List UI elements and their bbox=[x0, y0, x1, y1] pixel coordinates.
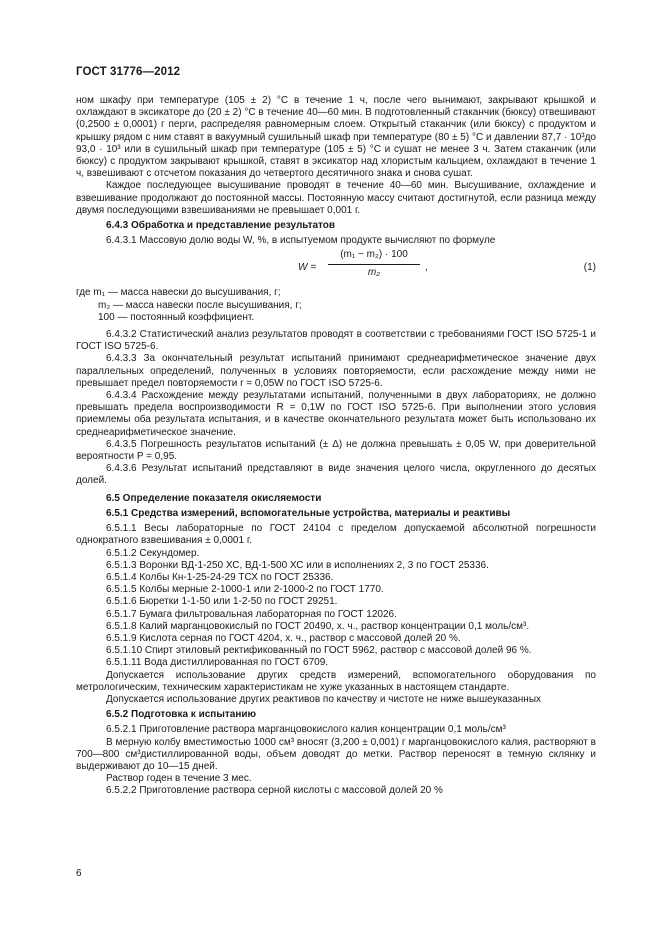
list-item: 6.5.1.8 Калий марганцовокислый по ГОСТ 20490, х. ч., раствор концентрации 0,1 моль/см³. bbox=[106, 620, 530, 632]
list-item: 6.5.1.9 Кислота серная по ГОСТ 4204, х. ч., раствор с массовой долей 20 %. bbox=[106, 632, 461, 644]
clause-6-5-2-1: 6.5.2.1 Приготовление раствора марганцовокислого калия концентрации 0,1 моль/см³ bbox=[106, 724, 506, 736]
equation-number: (1) bbox=[583, 262, 596, 274]
clause-6-4-3-4: 6.4.3.4 Расхождение между результатами испытаний, полученными в двух лабораториях, не должно превышать предела воспроизводимости R = 0,1W по ГОСТ ISO 5725-6. При выполнении этого условия приемлемы оба результата испытания, и в качестве окончательного результата может быть использовано их среднеарифметическое значение. bbox=[76, 390, 596, 438]
heading-6-5-1: 6.5.1 Средства измерений, вспомогательные устройства, материалы и реактивы bbox=[106, 507, 511, 519]
document-body bbox=[76, 95, 596, 798]
clause-6-4-3-2: 6.4.3.2 Статистический анализ результатов проводят в соответствии с требованиями ГОСТ ISO 5725-1 и ГОСТ ISO 5725-6. bbox=[76, 329, 596, 353]
list-item: 6.5.1.4 Колбы Кн-1-25-24-29 ТСХ по ГОСТ 25336. bbox=[106, 571, 334, 583]
paragraph-drying-procedure: ном шкафу при температуре (105 ± 2) °С в течение 1 ч, после чего вынимают, закрывают крышкой и охлаждают в эксикаторе до (20 ± 2) °С в течение 40—60 мин. В подготовленный стаканчик (бюксу) отвешивают (0,2500 ± 0,0001) г перги, распределяя равномерным слоем. Открытый стаканчик (или бюксу) с продуктом и крышку рядом с ним ставят в вакуумный сушильный шкаф при температуре (80 ± 5) °С и давлении 87,7 · 10³до 93,0 · 10³ или в сушильный шкаф при температуре (105 ± 5) °С и сушат не менее 3 ч. Затем стаканчик (или бюксу) с продуктом закрывают крышкой, ставят в эксикатор над хлористым кальцием, охлаждают в течение 1 ч, взвешивают с отсчетом показания до четвертого десятичного знака и снова сушат. bbox=[76, 95, 596, 180]
legend-100: 100 — постоянный коэффициент. bbox=[98, 311, 255, 323]
formula-numerator: (m₁ − m₂) · 100 bbox=[340, 249, 408, 261]
paragraph-solution-preparation: В мерную колбу вместимостью 1000 см³ вносят (3,200 ± 0,001) г марганцовокислого калия, растворяют в 700—800 см³дистиллированной воды, объем доводят до метки. Раствор переносят в темную склянку и выдерживают до 10—15 дней. bbox=[76, 736, 596, 772]
heading-6-4-3: 6.4.3 Обработка и представление результатов bbox=[106, 220, 336, 232]
clause-6-4-3-3: 6.4.3.3 За окончательный результат испытаний принимают среднеарифметическое значение двух параллельных определений, полученных в условиях повторяемости, если расхождение между ними не превышает предел повторяемости r = 0,05W по ГОСТ ISO 5725-6. bbox=[76, 353, 596, 389]
clause-6-4-3-5: 6.4.3.5 Погрешность результатов испытаний (± Δ) не должна превышать ± 0,05 W, при доверительной вероятности P = 0,95. bbox=[76, 438, 596, 463]
formula-fraction bbox=[324, 249, 424, 278]
list-item: 6.5.1.10 Спирт этиловый ректификованный по ГОСТ 5962, раствор с массовой долей 96 %. bbox=[106, 645, 532, 657]
list-item: 6.5.1.5 Колбы мерные 2-1000-1 или 2-1000-2 по ГОСТ 1770. bbox=[106, 584, 384, 596]
legend-m2: m₂ — масса навески после высушивания, г; bbox=[98, 299, 302, 311]
list-item: 6.5.1.7 Бумага фильтровальная лабораторная по ГОСТ 12026. bbox=[106, 608, 397, 620]
list-item: 6.5.1.6 Бюретки 1-1-50 или 1-2-50 по ГОСТ 29251. bbox=[106, 596, 338, 608]
clause-6-4-3-1: 6.4.3.1 Массовую долю воды W, %, в испытуемом продукте вычисляют по формуле bbox=[106, 235, 496, 247]
paragraph-shelf-life: Раствор годен в течение 3 мес. bbox=[106, 773, 252, 785]
formula-trail: , bbox=[425, 262, 428, 274]
document-header: ГОСТ 31776—2012 bbox=[76, 66, 181, 78]
list-item: 6.5.1.2 Секундомер. bbox=[106, 547, 200, 559]
clause-6-5-2-2: 6.5.2.2 Приготовление раствора серной кислоты с массовой долей 20 % bbox=[106, 785, 443, 797]
heading-6-5: 6.5 Определение показателя окисляемости bbox=[106, 492, 322, 504]
page-number: 6 bbox=[76, 868, 82, 879]
formula-denominator: m₂ bbox=[367, 266, 381, 278]
clause-6-4-3-6: 6.4.3.6 Результат испытаний представляют в виде значения целого числа, округленного до десятых долей. bbox=[76, 463, 596, 487]
list-item: 6.5.1.11 Вода дистиллированная по ГОСТ 6709. bbox=[106, 657, 329, 669]
formula-lhs: W = bbox=[298, 262, 317, 274]
paragraph-allowed-equipment: Допускается использование других средств измерений, вспомогательного оборудования по метрологическим, техническим характеристикам не хуже указанных в настоящем стандарте. bbox=[76, 669, 596, 693]
paragraph-allowed-reagents: Допускается использование других реактивов по качеству и чистоте не ниже вышеуказанных bbox=[106, 693, 541, 705]
formula-1 bbox=[76, 249, 596, 287]
heading-6-5-2: 6.5.2 Подготовка к испытанию bbox=[106, 709, 257, 721]
list-item: 6.5.1.3 Воронки ВД-1-250 ХС, ВД-1-500 ХС или в исполнениях 2, 3 по ГОСТ 25336. bbox=[106, 559, 489, 571]
clause-6-5-1-1: 6.5.1.1 Весы лабораторные по ГОСТ 24104 с пределом допускаемой абсолютной погрешности однократного взвешивания ± 0,0001 г. bbox=[76, 523, 596, 547]
formula-legend bbox=[76, 287, 596, 324]
legend-m1: где m₁ — масса навески до высушивания, г; bbox=[76, 287, 281, 299]
paragraph-constant-mass: Каждое последующее высушивание проводят в течение 40—60 мин. Высушивание, охлаждение и взвешивание продолжают до постоянной массы. Постоянную массу считают достигнутой, если разница между двумя последующими взвешиваниями не превышает 0,001 г. bbox=[76, 180, 596, 216]
